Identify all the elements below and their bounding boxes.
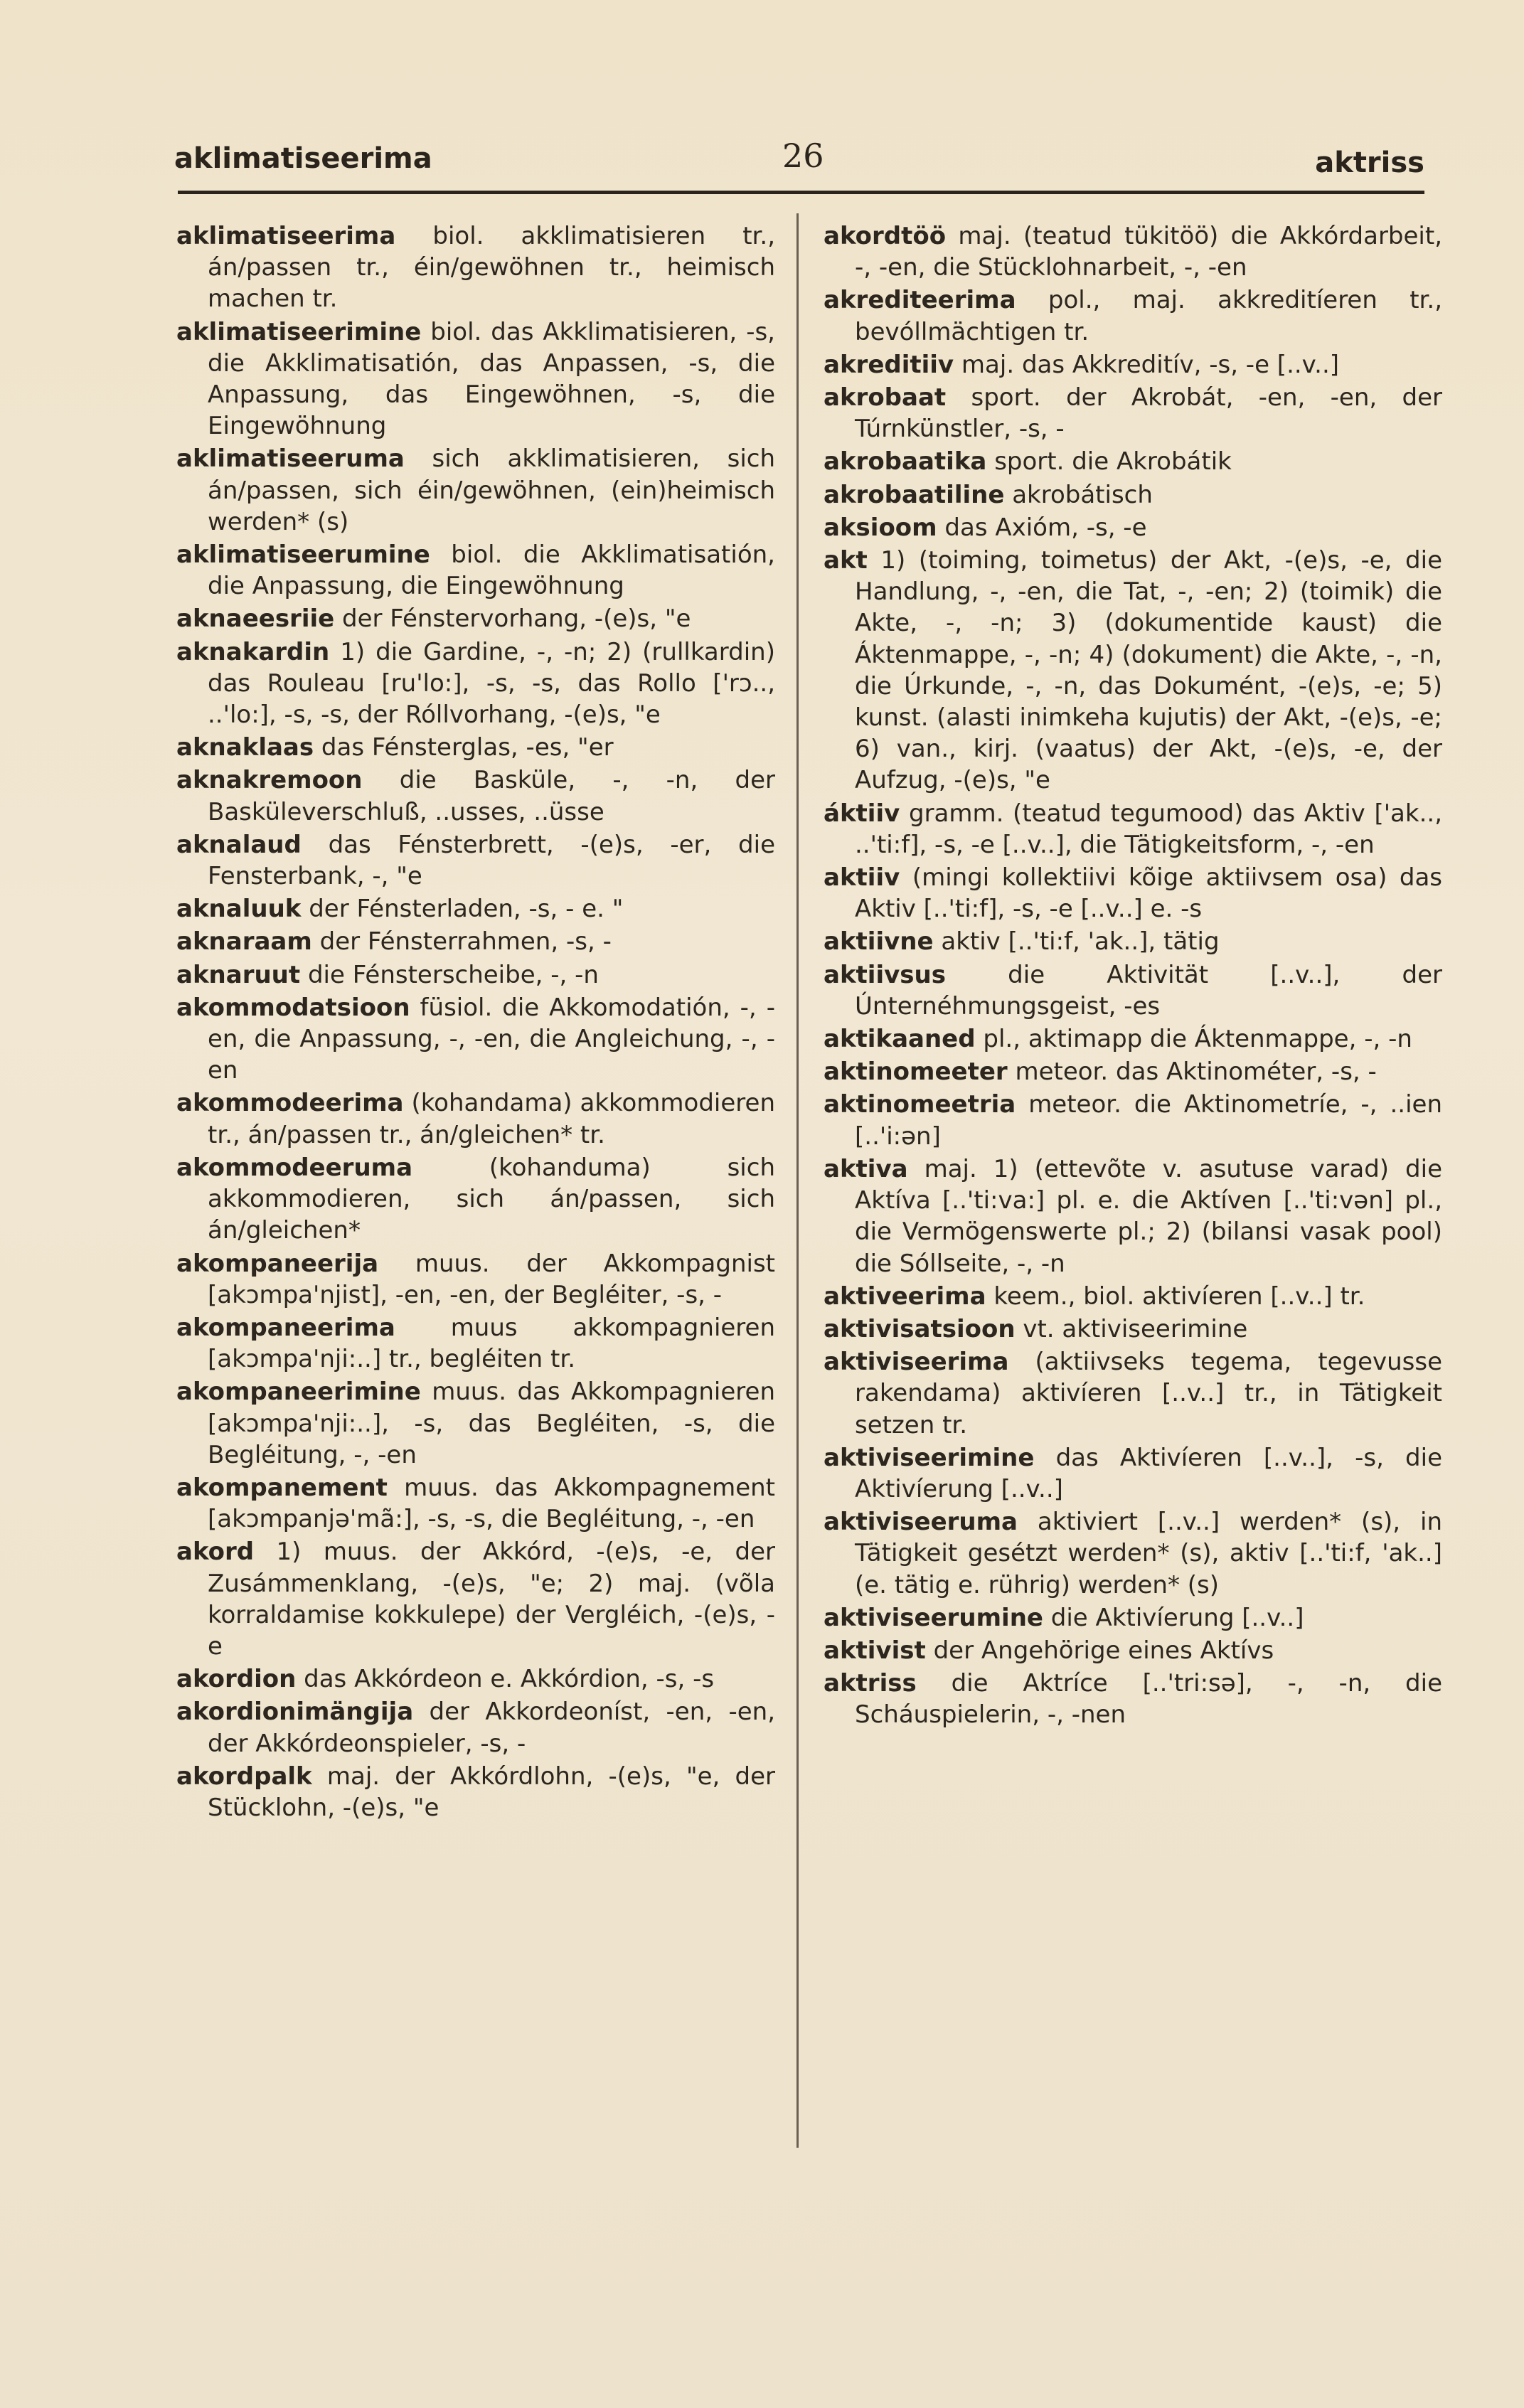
dictionary-entry [824, 1154, 1442, 1279]
entry-headword: aktinomeetria [824, 1090, 1016, 1119]
entry-headword: akommodeeruma [176, 1153, 413, 1182]
entry-definition: biol. akklimatisieren tr., án/passen tr., éin/gewöhnen tr., heimisch machen tr. [208, 222, 775, 314]
column-divider [796, 213, 799, 2148]
entry-headword: aktiveerima [824, 1282, 986, 1311]
entry-headword: akommodeerima [176, 1089, 404, 1118]
entry-definition: akrobátisch [1012, 480, 1153, 509]
dictionary-entry [824, 349, 1442, 380]
entry-headword: aktikaaned [824, 1025, 976, 1054]
dictionary-entry [176, 603, 775, 634]
dictionary-entry [824, 1346, 1442, 1441]
dictionary-entry [176, 539, 775, 602]
entry-definition: aktiv [..'ti:f, 'ak..], tätig [941, 927, 1220, 957]
entry-definition: (aktiivseks tegema, tegevusse rakendama) aktivíeren [..v..] tr., in Tätigkeit setzen tr. [855, 1348, 1442, 1439]
entry-headword: akompaneerija [176, 1249, 379, 1278]
entry-definition: der Fénstervorhang, -(e)s, "e [342, 604, 691, 634]
header-left-guide-word: aklimatiseerima [174, 142, 432, 175]
dictionary-entry [824, 1089, 1442, 1151]
dictionary-entry [176, 220, 775, 315]
entry-headword: akordpalk [176, 1762, 312, 1791]
entry-definition: (mingi kollektiivi kõige aktiivsem osa) das Aktiv [..'ti:f], -s, -e [..v..] e. -s [855, 863, 1442, 924]
dictionary-entry [176, 1087, 775, 1150]
entry-headword: aknaluuk [176, 895, 302, 924]
entry-definition: muus. das Akkompagnement [akɔmpanjə'mã:], -s, -s, die Begléitung, -, -en [208, 1473, 775, 1534]
page-header [174, 137, 1424, 186]
entry-headword: akrobaat [824, 383, 947, 412]
entry-definition: die Fénsterscheibe, -, -n [307, 960, 599, 989]
entry-definition: biol. das Akklimatisieren, -s, die Akklimatisatión, das Anpassen, -s, die Anpassung, das Eingewöhnen, -s, die Eingewöhnung [208, 317, 775, 441]
dictionary-entry [176, 992, 775, 1087]
entry-definition: der Akkordeoníst, -en, -en, der Akkórdeonspieler, -s, - [208, 1698, 775, 1758]
dictionary-entry [176, 1663, 775, 1695]
dictionary-entry [824, 545, 1442, 797]
entry-headword: akordtöö [824, 222, 947, 250]
dictionary-entry [824, 382, 1442, 444]
dictionary-entry [176, 1312, 775, 1375]
dictionary-entry [824, 862, 1442, 925]
dictionary-entry [176, 1248, 775, 1311]
entry-headword: aktiviseerumine [824, 1603, 1043, 1632]
dictionary-entry [824, 926, 1442, 957]
dictionary-entry [176, 1152, 775, 1247]
entry-definition: aktiviert [..v..] werden* (s), in Tätigkeit gesétzt werden* (s), aktiv [..'ti:f, 'ak..] (e. tätig e. rührig) werden* (s) [855, 1508, 1442, 1599]
entry-headword: aktiviseeruma [824, 1508, 1018, 1537]
entry-definition: der Fénsterrahmen, -s, - [319, 927, 612, 957]
entry-headword: aknaeesriie [176, 604, 335, 634]
dictionary-entry [176, 1376, 775, 1471]
entry-definition: biol. die Akklimatisatión, die Anpassung, die Eingewöhnung [208, 540, 775, 601]
dictionary-entry [824, 1314, 1442, 1345]
entry-headword: akrobaatiline [824, 480, 1005, 509]
entry-headword: aktivist [824, 1636, 926, 1665]
dictionary-entry [176, 1472, 775, 1535]
entry-definition: pol., maj. akkreditíeren tr., bevóllmächtigen tr. [855, 286, 1442, 346]
entry-headword: aklimatiseerimine [176, 317, 422, 346]
dictionary-entry [824, 220, 1442, 283]
entry-definition: füsiol. die Akkomodatión, -, -en, die Anpassung, -, -en, die Angleichung, -, -en [208, 993, 775, 1085]
entry-definition: die Aktivität [..v..], der Únternéhmungsgeist, -es [855, 960, 1442, 1021]
entry-definition: meteor. das Aktinométer, -s, - [1015, 1058, 1377, 1087]
entry-definition: (kohandama) akkommodieren tr., án/passen tr., án/gleichen* tr. [208, 1089, 775, 1149]
entry-definition: muus akkompagnieren [akɔmpa'nji:..] tr., begléiten tr. [208, 1313, 775, 1374]
entry-definition: 1) (toiming, toimetus) der Akt, -(e)s, -e, die Handlung, -, -en, die Tat, -, -en; 2) (toimik) die Akte, -, -n; 3) (dokumentide kaust) die Áktenmappe, -, -n; 4) (dokument) die Akte, -, -n, die Úrkunde, -, -n, das Dokumént, -(e)s, -e; 5) kunst. (alasti inimkeha kujutis) der Akt, -(e)s, -e; 6) van., kirj. (vaatus) der Akt, -(e)s, -e, der Aufzug, -(e)s, "e [855, 546, 1442, 795]
entry-headword: akompaneerima [176, 1313, 395, 1342]
entry-headword: aktriss [824, 1669, 917, 1698]
header-rule [178, 191, 1424, 194]
header-right-guide-word: aktriss [1315, 146, 1424, 179]
dictionary-entry [824, 1281, 1442, 1312]
entry-headword: aktinomeeter [824, 1058, 1008, 1087]
entry-headword: akordion [176, 1665, 297, 1694]
dictionary-entry [824, 798, 1442, 861]
dictionary-entry [176, 316, 775, 442]
dictionary-entry [824, 1635, 1442, 1666]
dictionary-entry [176, 1536, 775, 1662]
dictionary-entry [824, 1023, 1442, 1055]
entry-definition: (kohanduma) sich akkommodieren, sich án/passen, sich án/gleichen* [208, 1153, 775, 1245]
entry-definition: meteor. die Aktinometríe, -, ..ien [..'i:ən] [855, 1090, 1442, 1151]
entry-definition: maj. (teatud tükitöö) die Akkórdarbeit, -, -en, die Stücklohnarbeit, -, -en [855, 222, 1442, 282]
dictionary-entry [824, 1602, 1442, 1634]
entry-headword: akt [824, 546, 868, 575]
dictionary-entry [176, 959, 775, 991]
dictionary-entry [176, 926, 775, 957]
entry-definition: pl., aktimapp die Áktenmappe, -, -n [983, 1025, 1412, 1054]
dictionary-entry [824, 1442, 1442, 1505]
entry-definition: muus. der Akkompagnist [akɔmpa'njist], -en, -en, der Begléiter, -s, - [208, 1249, 775, 1309]
right-column [824, 220, 1442, 2212]
entry-headword: akrediteerima [824, 286, 1016, 315]
entry-headword: aknaklaas [176, 733, 314, 762]
dictionary-entry [176, 732, 775, 763]
entry-definition: maj. 1) (ettevõte v. asutuse varad) die Aktíva [..'ti:va:] pl. e. die Aktíven [..'ti:vən] pl., die Vermögenswerte pl.; 2) (bilansi vasak pool) die Sóllseite, -, -n [855, 1154, 1442, 1278]
dictionary-entry [824, 446, 1442, 477]
entry-headword: aknaraam [176, 927, 312, 957]
entry-headword: áktiiv [824, 799, 900, 828]
dictionary-entry [824, 512, 1442, 543]
dictionary-entry [824, 959, 1442, 1022]
dictionary-entry [176, 1696, 775, 1759]
entry-definition: die Aktivíerung [..v..] [1050, 1603, 1304, 1632]
dictionary-entry [176, 893, 775, 925]
entry-definition: maj. der Akkórdlohn, -(e)s, "e, der Stücklohn, -(e)s, "e [208, 1762, 775, 1822]
entry-headword: aknakremoon [176, 766, 363, 795]
entry-definition: der Angehörige eines Aktívs [933, 1636, 1274, 1665]
entry-headword: akompaneerimine [176, 1378, 421, 1407]
entry-definition: keem., biol. aktivíeren [..v..] tr. [993, 1282, 1365, 1311]
entry-definition: das Fénsterglas, -es, "er [321, 733, 614, 762]
entry-headword: akord [176, 1538, 255, 1567]
entry-headword: aktiviseerima [824, 1348, 1009, 1377]
dictionary-entry [824, 1668, 1442, 1730]
page-number: 26 [782, 137, 824, 175]
dictionary-entry [176, 636, 775, 731]
entry-headword: akordionimängija [176, 1698, 414, 1727]
dictionary-entry [824, 479, 1442, 511]
entry-headword: aktiviseerimine [824, 1443, 1035, 1472]
entry-definition: 1) die Gardine, -, -n; 2) (rullkardin) das Rouleau [ru'lo:], -s, -s, das Rollo ['rɔ.., ..'lo:], -s, -s, der Róllvorhang, -(e)s, "e [208, 637, 775, 730]
entry-definition: das Akkórdeon e. Akkórdion, -s, -s [304, 1665, 715, 1694]
entry-definition: sich akklimatisieren, sich án/passen, sich éin/gewöhnen, (ein)heimisch werden* (s) [208, 444, 775, 536]
entry-definition: sport. die Akrobátik [994, 447, 1232, 476]
entry-definition: das Aktivíeren [..v..], -s, die Aktivíerung [..v..] [855, 1443, 1442, 1503]
entry-headword: aknalaud [176, 830, 302, 859]
entry-headword: aksioom [824, 513, 937, 542]
entry-definition: die Aktríce [..'tri:sə], -, -n, die Scháuspielerin, -, -nen [855, 1669, 1442, 1730]
entry-headword: akompanement [176, 1473, 388, 1502]
dictionary-entry [824, 1506, 1442, 1601]
entry-definition: vt. aktiviseerimine [1023, 1314, 1248, 1343]
dictionary-entry [824, 284, 1442, 347]
entry-definition: gramm. (teatud tegumood) das Aktiv ['ak.., ..'ti:f], -s, -e [..v..], die Tätigkeitsform, -, -en [855, 799, 1442, 859]
dictionary-entry [824, 1056, 1442, 1087]
entry-headword: aklimatiseeruma [176, 444, 405, 474]
entry-headword: aklimatiseerumine [176, 540, 430, 570]
entry-headword: akommodatsioon [176, 993, 410, 1022]
dictionary-entry [176, 765, 775, 827]
entry-headword: aklimatiseerima [176, 222, 396, 250]
left-column [176, 220, 775, 2212]
dictionary-entry [176, 443, 775, 538]
entry-headword: aktiivsus [824, 960, 946, 989]
entry-headword: akrobaatika [824, 447, 987, 476]
dictionary-entry [176, 1761, 775, 1823]
entry-definition: 1) muus. der Akkórd, -(e)s, -e, der Zusámmenklang, -(e)s, "e; 2) maj. (võla korraldamise kokkulepe) der Vergléich, -(e)s, -e [208, 1538, 775, 1661]
entry-definition: sport. der Akrobát, -en, -en, der Túrnkünstler, -s, - [855, 383, 1442, 444]
entry-definition: muus. das Akkompagnieren [akɔmpa'nji:..], -s, das Begléiten, -s, die Begléitung, -, -en [208, 1378, 775, 1469]
entry-definition: das Axióm, -s, -e [944, 513, 1147, 542]
entry-headword: aknakardin [176, 637, 330, 666]
entry-headword: aknaruut [176, 960, 301, 989]
entry-definition: die Baskülе, -, -n, der Basküleverschluß, ..usses, ..üsse [208, 766, 775, 826]
entry-definition: maj. das Akkreditív, -s, -e [..v..] [961, 350, 1340, 379]
entry-headword: aktivisatsioon [824, 1314, 1016, 1343]
entry-headword: akreditiiv [824, 350, 954, 379]
entry-headword: aktiva [824, 1154, 908, 1183]
dictionary-entry [176, 829, 775, 892]
entry-definition: das Fénsterbrett, -(e)s, -er, die Fensterbank, -, "e [208, 830, 775, 891]
entry-headword: aktiiv [824, 863, 900, 893]
entry-definition: der Fénsterladen, -s, - e. " [309, 895, 624, 924]
entry-headword: aktiivne [824, 927, 934, 957]
